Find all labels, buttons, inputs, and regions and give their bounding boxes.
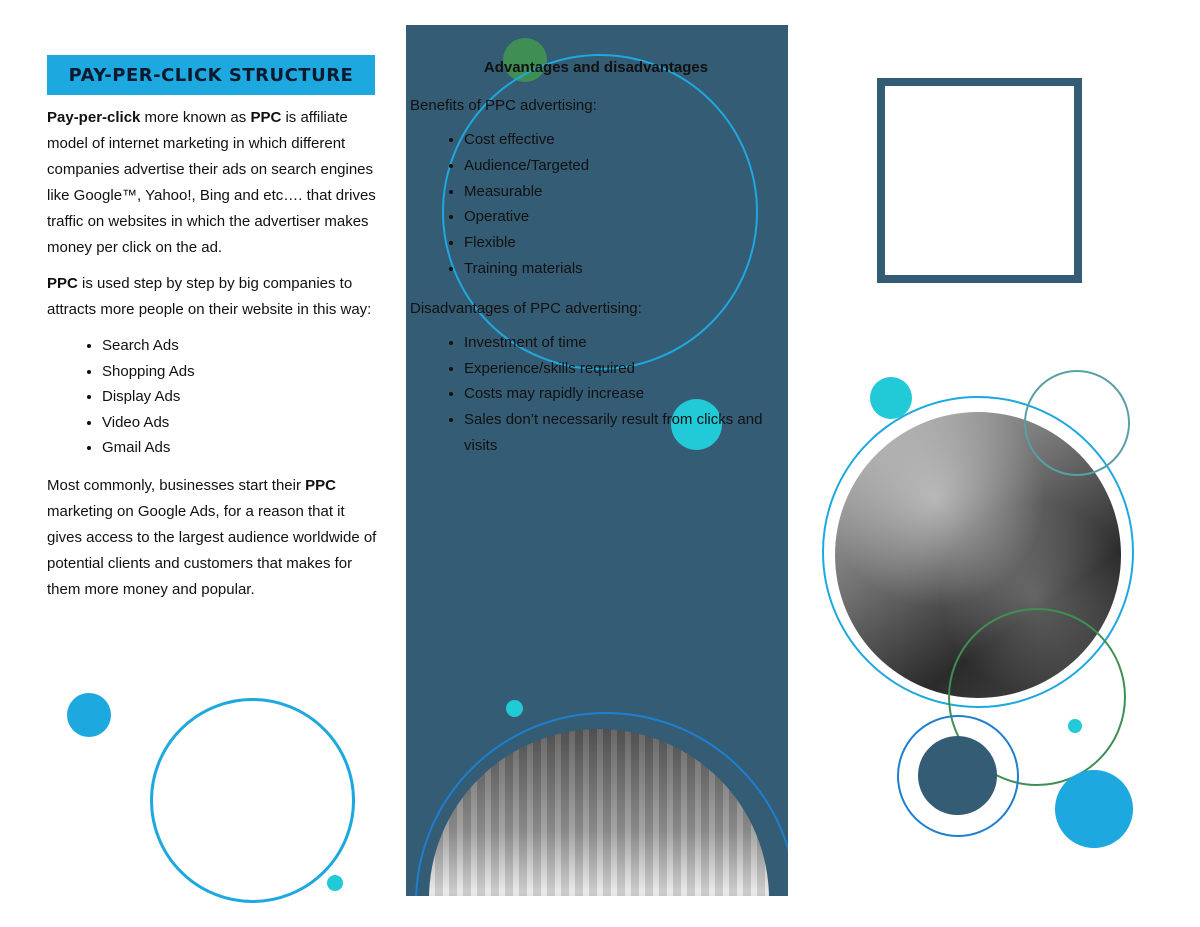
decor-dot-teal-tiny bbox=[1068, 719, 1082, 733]
ad-types-list bbox=[47, 333, 377, 461]
disadvantages-list bbox=[410, 330, 782, 459]
disadvantages-heading: Disadvantages of PPC advertising: bbox=[410, 299, 642, 317]
benefits-list bbox=[410, 127, 782, 282]
decor-dot-teal bbox=[327, 875, 343, 891]
decor-dot-blue-large bbox=[1055, 770, 1133, 848]
list-item: • Costs may rapidly increase bbox=[464, 381, 782, 407]
list-item: • Shopping Ads bbox=[102, 359, 377, 385]
decor-ring-office bbox=[415, 712, 788, 896]
panel-title: Advantages and disadvantages bbox=[483, 59, 709, 76]
square-frame bbox=[877, 78, 1082, 283]
list-item: • Gmail Ads bbox=[102, 435, 377, 461]
decor-ring-blue bbox=[150, 698, 355, 903]
decor-ring-teal-gray bbox=[1024, 370, 1130, 476]
list-item: • Flexible bbox=[464, 230, 782, 256]
office-photo-clip bbox=[406, 700, 788, 896]
benefits-heading: Benefits of PPC advertising: bbox=[410, 97, 597, 114]
list-item: • Sales don’t necessarily result from clicks and visits bbox=[464, 407, 782, 459]
term-pay-per-click: Pay-per-click bbox=[47, 109, 141, 126]
list-item: • Operative bbox=[464, 204, 782, 230]
list-item: • Training materials bbox=[464, 256, 782, 282]
list-item: • Video Ads bbox=[102, 410, 377, 436]
list-item: • Search Ads bbox=[102, 333, 377, 359]
list-item: • Audience/Targeted bbox=[464, 153, 782, 179]
list-item: • Measurable bbox=[464, 179, 782, 205]
list-item: • Display Ads bbox=[102, 384, 377, 410]
usage-paragraph: PPC is used step by step by big companies to attracts more people on their website in this way: bbox=[47, 275, 372, 318]
left-column bbox=[47, 105, 377, 613]
list-item: • Experience/skills required bbox=[464, 356, 782, 382]
list-item: • Investment of time bbox=[464, 330, 782, 356]
page-title: PAY-PER-CLICK STRUCTURE bbox=[47, 55, 375, 95]
google-ads-paragraph: Most commonly, businesses start their PPC marketing on Google Ads, for a reason that it gives access to the largest audience worldwide of potential clients and customers that makes for them more money and popular. bbox=[47, 476, 377, 598]
intro-paragraph: Pay-per-click more known as PPC is affiliate model of internet marketing in which different companies advertise their ads on search engines like Google™, Yahoo!, Bing and etc…. that drives traffic on websites in which the advertiser makes money per click on the ad. bbox=[47, 109, 376, 256]
decor-circle-filled-blue bbox=[67, 693, 111, 737]
decor-dot-navy bbox=[918, 736, 997, 815]
list-item: • Cost effective bbox=[464, 127, 782, 153]
